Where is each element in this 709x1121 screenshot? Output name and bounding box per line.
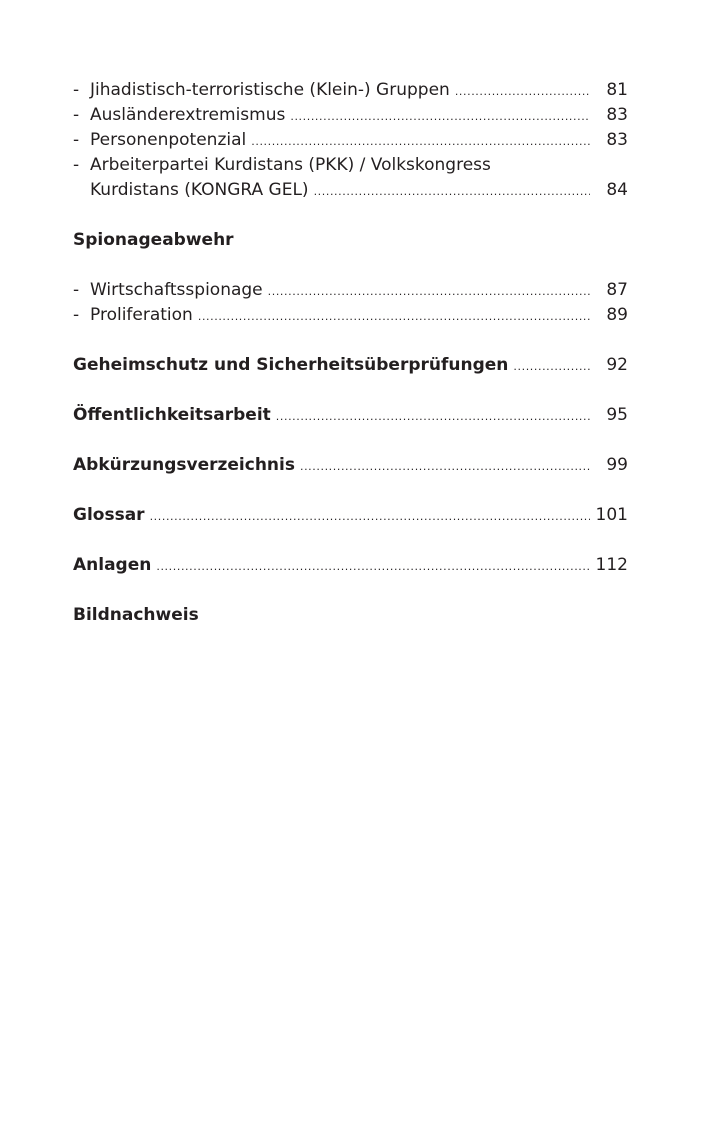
- spacer: [73, 528, 628, 553]
- dot-leader: [314, 179, 590, 204]
- table-of-contents: [73, 78, 628, 628]
- toc-dash: -: [73, 280, 80, 300]
- toc-section-glossar[interactable]: [73, 503, 628, 528]
- toc-dash: -: [73, 130, 80, 150]
- toc-page-number: 83: [606, 130, 628, 150]
- toc-section-oeffentlichkeitsarbeit[interactable]: [73, 403, 628, 428]
- toc-entry-label: Ausländerextremismus: [90, 105, 286, 125]
- toc-section-anlagen[interactable]: [73, 553, 628, 578]
- spacer: [73, 428, 628, 453]
- toc-section-geheimschutz[interactable]: [73, 353, 628, 378]
- toc-entry-label: Wirtschaftsspionage: [90, 280, 263, 300]
- spacer: [73, 253, 628, 278]
- toc-entry-label: Personenpotenzial: [90, 130, 247, 150]
- toc-section-heading: Spionageabwehr: [73, 230, 234, 250]
- toc-section-bildnachweis[interactable]: [73, 603, 628, 628]
- toc-section-heading: Anlagen: [73, 555, 152, 575]
- spacer: [73, 203, 628, 228]
- toc-entry-jihadistisch[interactable]: [73, 78, 628, 103]
- toc-entry-wirtschaftsspionage[interactable]: [73, 278, 628, 303]
- toc-entry-proliferation[interactable]: [73, 303, 628, 328]
- toc-page-number: 87: [606, 280, 628, 300]
- toc-entry-label: Arbeiterpartei Kurdistans (PKK) / Volkskongress: [90, 155, 491, 175]
- toc-section-heading: Öffentlichkeitsarbeit: [73, 405, 271, 425]
- toc-page-number: 95: [606, 405, 628, 425]
- toc-page-number: 89: [606, 305, 628, 325]
- dot-leader: [455, 79, 590, 104]
- toc-dash: -: [73, 80, 80, 100]
- spacer: [73, 328, 628, 353]
- toc-page-number: 99: [606, 455, 628, 475]
- dot-leader: [251, 129, 590, 154]
- toc-page-number: 101: [595, 505, 628, 525]
- spacer: [73, 478, 628, 503]
- toc-page-number: 84: [606, 180, 628, 200]
- toc-entry-auslaenderextremismus[interactable]: [73, 103, 628, 128]
- dot-leader: [150, 504, 590, 529]
- toc-entry-label: Jihadistisch-terroristische (Klein-) Gruppen: [90, 80, 450, 100]
- spacer: [73, 578, 628, 603]
- spacer: [73, 378, 628, 403]
- toc-entry-label: Kurdistans (KONGRA GEL): [90, 180, 309, 200]
- dot-leader: [300, 454, 590, 479]
- toc-dash: -: [73, 105, 80, 125]
- dot-leader: [156, 554, 590, 579]
- toc-page-number: 112: [595, 555, 628, 575]
- dot-leader: [513, 354, 590, 379]
- toc-page-number: 83: [606, 105, 628, 125]
- toc-section-heading: Bildnachweis: [73, 605, 199, 625]
- toc-entry-label: Proliferation: [90, 305, 193, 325]
- dot-leader: [290, 104, 590, 129]
- toc-section-abkuerzungsverzeichnis[interactable]: [73, 453, 628, 478]
- toc-entry-pkk-line2[interactable]: [73, 178, 628, 203]
- toc-section-heading: Glossar: [73, 505, 145, 525]
- toc-dash: -: [73, 155, 80, 175]
- toc-page-number: 92: [606, 355, 628, 375]
- toc-entry-pkk-line1[interactable]: [73, 153, 628, 178]
- dot-leader: [268, 279, 590, 304]
- toc-entry-personenpotenzial[interactable]: [73, 128, 628, 153]
- toc-section-heading: Geheimschutz und Sicherheitsüberprüfungen: [73, 355, 509, 375]
- toc-page-number: 81: [606, 80, 628, 100]
- toc-section-heading: Abkürzungsverzeichnis: [73, 455, 295, 475]
- dot-leader: [198, 304, 590, 329]
- toc-section-spionageabwehr[interactable]: [73, 228, 628, 253]
- dot-leader: [276, 404, 590, 429]
- toc-dash: -: [73, 305, 80, 325]
